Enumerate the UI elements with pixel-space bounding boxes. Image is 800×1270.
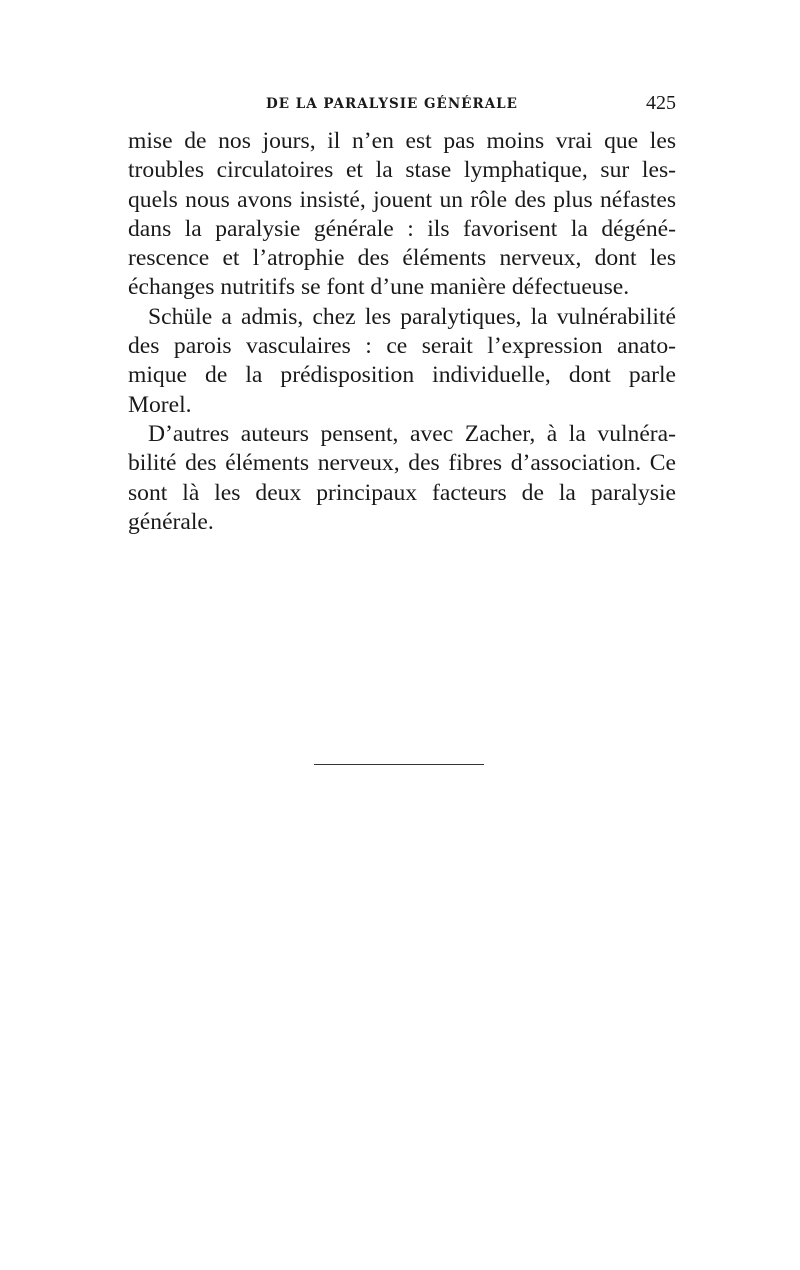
- text-line: bilité des éléments nerveux, des fibres d’association. Ce: [128, 450, 676, 477]
- text-line: dans la paralysie générale : ils favorisent la dégéné-: [128, 215, 676, 242]
- text-line: Morel.: [128, 391, 192, 418]
- text-line: Schüle a admis, chez les paralytiques, la vulnérabilité: [148, 303, 676, 330]
- text-line: D’autres auteurs pensent, avec Zacher, à la vulnéra-: [148, 420, 676, 447]
- page-number: 425: [646, 92, 676, 114]
- text-line: des parois vasculaires : ce serait l’expression anato-: [128, 333, 676, 360]
- text-line: générale.: [128, 508, 214, 535]
- paragraph: [128, 127, 676, 303]
- section-end-rule: [314, 764, 484, 765]
- text-line: échanges nutritifs se font d’une manière défectueuse.: [128, 274, 630, 301]
- text-line: sont là les deux principaux facteurs de la paralysie: [128, 479, 676, 506]
- text-line: rescence et l’atrophie des éléments nerveux, dont les: [128, 245, 676, 272]
- paragraph: [128, 303, 676, 420]
- text-line: mise de nos jours, il n’en est pas moins vrai que les: [128, 128, 676, 154]
- text-line: troubles circulatoires et la stase lymphatique, sur les-: [128, 157, 676, 184]
- text-line: quels nous avons insisté, jouent un rôle des plus néfastes: [128, 186, 676, 213]
- text-line: mique de la prédisposition individuelle, dont parle: [128, 362, 676, 389]
- paragraph: [128, 420, 676, 537]
- body-text: [128, 127, 676, 537]
- running-head: [128, 92, 678, 116]
- running-title: DE LA PARALYSIE GÉNÉRALE: [266, 96, 518, 112]
